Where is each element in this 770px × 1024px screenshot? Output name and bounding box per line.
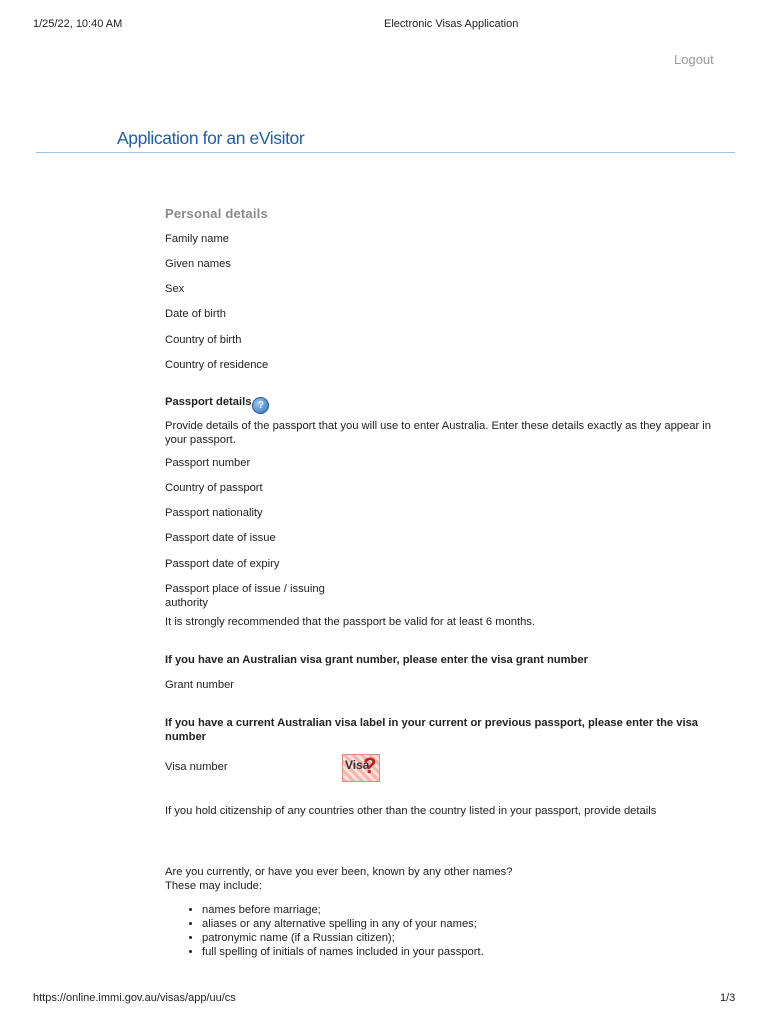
country-of-birth-label: Country of birth	[165, 334, 242, 346]
other-names-question: Are you currently, or have you ever been, known by any other names?	[165, 866, 513, 878]
print-page-number: 1/3	[720, 992, 736, 1004]
list-item: • patronymic name (if a Russian citizen);	[202, 931, 484, 945]
logout-link[interactable]: Logout	[674, 52, 714, 67]
date-of-birth-label: Date of birth	[165, 308, 226, 320]
passport-date-of-issue-label: Passport date of issue	[165, 532, 276, 544]
visa-icon-question-mark: ?	[363, 753, 377, 778]
visa-number-label: Visa number	[165, 761, 228, 773]
list-item: • full spelling of initials of names included in your passport.	[202, 945, 484, 959]
page-title: Application for an eVisitor	[117, 128, 305, 148]
question-help-icon[interactable]: ?	[252, 397, 269, 414]
print-datetime: 1/25/22, 10:40 AM	[33, 18, 123, 30]
print-document-title: Electronic Visas Application	[384, 18, 519, 30]
other-names-intro: These may include:	[165, 880, 263, 892]
passport-details-heading	[165, 396, 269, 414]
visa-icon-text: Visa	[345, 758, 370, 772]
grant-number-heading: If you have an Australian visa grant number, please enter the visa grant number	[165, 654, 588, 666]
print-footer-url: https://online.immi.gov.au/visas/app/uu/cs	[33, 992, 236, 1004]
title-divider	[36, 152, 735, 153]
family-name-label: Family name	[165, 233, 230, 245]
sex-label: Sex	[165, 283, 185, 295]
passport-instructions: Provide details of the passport that you will use to enter Australia. Enter these details exactly as they appear in your passport.	[165, 420, 712, 446]
passport-place-of-issue-label-line2: authority	[165, 597, 208, 609]
personal-details-heading: Personal details	[165, 206, 268, 221]
passport-details-title: Passport details	[165, 396, 252, 408]
list-item: • names before marriage;	[202, 903, 484, 917]
passport-date-of-expiry-label: Passport date of expiry	[165, 558, 280, 570]
country-of-residence-label: Country of residence	[165, 359, 269, 371]
list-item: • aliases or any alternative spelling in any of your names;	[202, 917, 484, 931]
other-citizenship-text: If you hold citizenship of any countries other than the country listed in your passport, provide details	[165, 805, 657, 817]
visa-help-icon[interactable]	[342, 754, 380, 782]
passport-validity-note: It is strongly recommended that the passport be valid for at least 6 months.	[165, 616, 535, 628]
other-names-list	[165, 903, 484, 959]
passport-place-of-issue-label-line1: Passport place of issue / issuing	[165, 583, 325, 595]
given-names-label: Given names	[165, 258, 231, 270]
passport-number-label: Passport number	[165, 457, 251, 469]
country-of-passport-label: Country of passport	[165, 482, 263, 494]
grant-number-label: Grant number	[165, 679, 235, 691]
passport-nationality-label: Passport nationality	[165, 507, 263, 519]
visa-label-heading: If you have a current Australian visa label in your current or previous passport, please enter the visa number	[165, 717, 699, 743]
